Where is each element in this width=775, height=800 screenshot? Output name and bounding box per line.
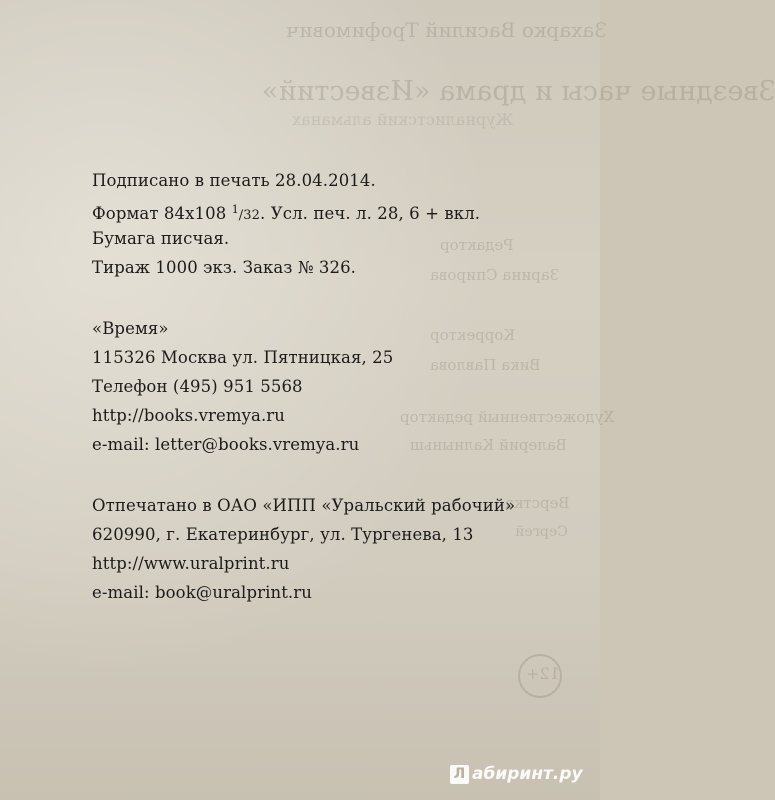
printer-name: Отпечатано в ОАО «ИПП «Уральский рабочий» <box>92 496 516 515</box>
publisher-email: e-mail: letter@books.vremya.ru <box>92 435 360 454</box>
signed-to-print: Подписано в печать 28.04.2014. <box>92 171 376 190</box>
labirint-logo-icon: Л <box>450 765 469 784</box>
format-fraction-denominator: /32 <box>238 208 261 223</box>
bleed-through-age-rating: 12+ <box>526 664 560 683</box>
bleed-through-line-5: Зарина Спирова <box>430 266 560 284</box>
printer-url: http://www.uralprint.ru <box>92 554 290 573</box>
bleed-through-line-4: Редактор <box>440 236 514 254</box>
bleed-through-line-6: Корректор <box>430 326 516 344</box>
watermark-text: абиринт.ру <box>472 764 583 784</box>
bleed-through-line-9: Валерий Калныньш <box>410 436 567 454</box>
spacer <box>92 459 515 491</box>
bleed-through-line-3: Журналистский альманах <box>292 110 514 129</box>
bleed-through-line-2: Звездные часы и драма «Известий» <box>262 76 775 107</box>
publisher-phone: Телефон (495) 951 5568 <box>92 377 303 396</box>
paper-type: Бумага писчая. <box>92 229 230 248</box>
imprint-block <box>92 166 515 607</box>
publisher-address: 115326 Москва ул. Пятницкая, 25 <box>92 348 394 367</box>
format-prefix: Формат 84х108 <box>92 204 232 223</box>
format-line <box>92 195 515 224</box>
bleed-through-age-badge <box>518 654 562 698</box>
bleed-through-line-7: Вика Павлова <box>430 356 541 374</box>
publisher-url: http://books.vremya.ru <box>92 406 286 425</box>
bleed-through-line-10: Верстка <box>505 494 570 512</box>
print-run: Тираж 1000 экз. Заказ № 326. <box>92 258 357 277</box>
labirint-watermark <box>450 764 583 784</box>
publisher-name: «Время» <box>92 319 169 338</box>
format-suffix: . Усл. печ. л. 28, 6 + вкл. <box>260 204 481 223</box>
format-fraction-numerator: 1 <box>231 203 239 216</box>
printer-address: 620990, г. Екатеринбург, ул. Тургенева, 13 <box>92 525 474 544</box>
printer-email: e-mail: book@uralprint.ru <box>92 583 312 602</box>
spacer <box>92 282 515 314</box>
bleed-through-line-1: Захарко Василий Трофимович <box>286 18 607 42</box>
bleed-through-line-11: Сергей <box>515 524 568 540</box>
bleed-through-line-8: Художественный редактор <box>400 408 615 426</box>
